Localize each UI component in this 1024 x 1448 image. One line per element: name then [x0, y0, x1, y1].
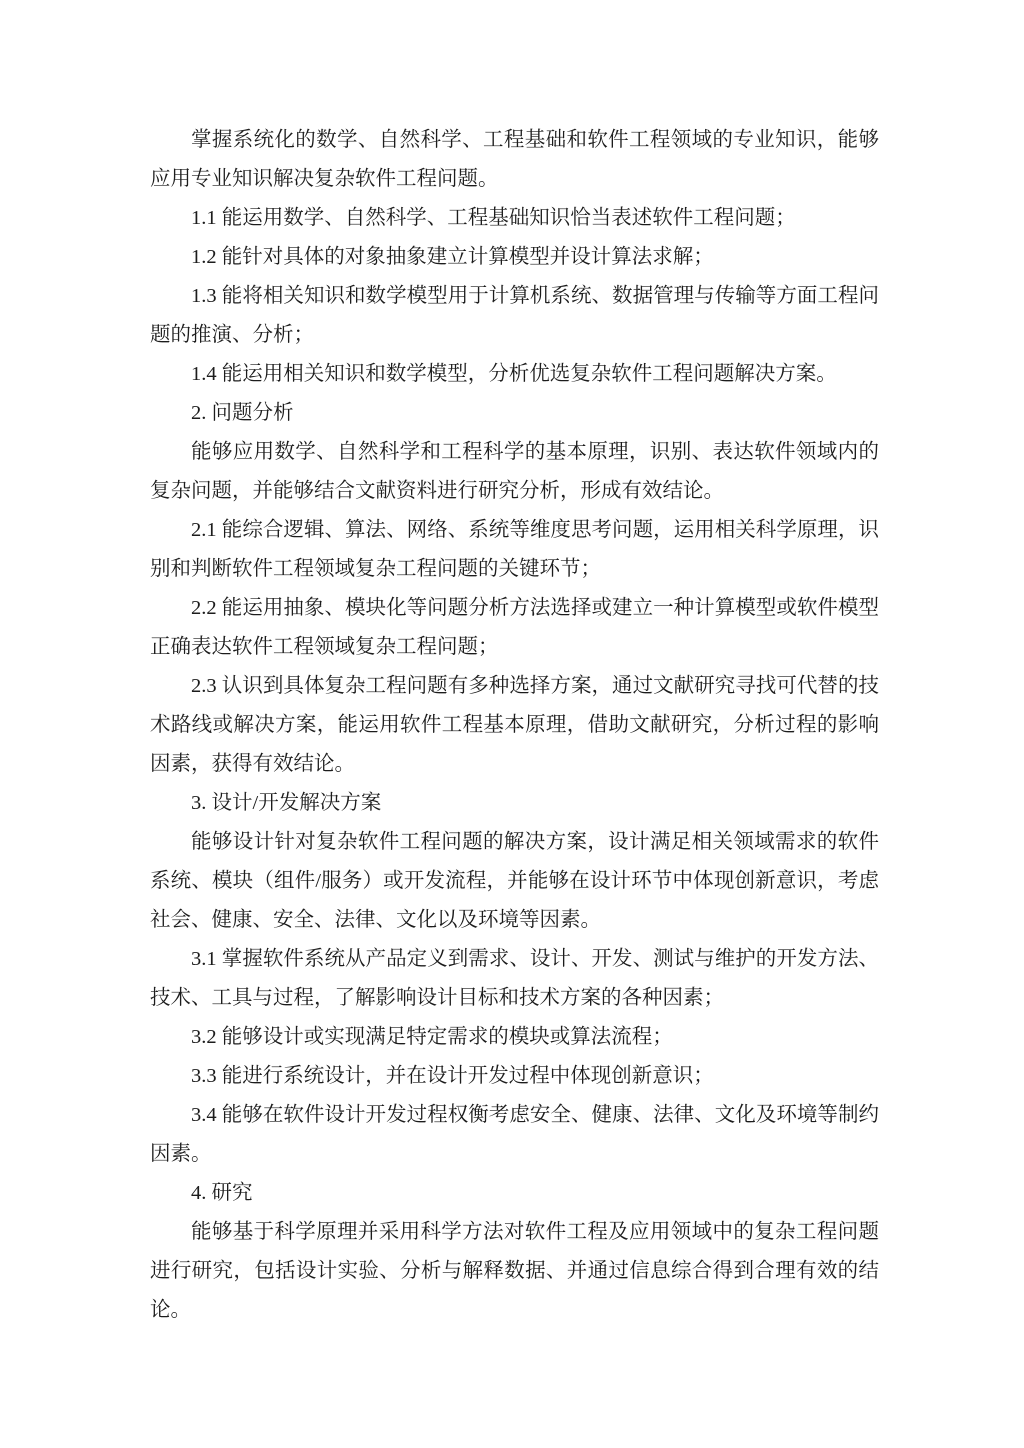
heading-section-4: 4. 研究	[191, 1182, 253, 1204]
para-section-3-intro: 能够设计针对复杂软件工程问题的解决方案，设计满足相关领域需求的软件系统、模块（组件/服务）或开发流程，并能够在设计环节中体现创新意识，考虑社会、健康、安全、法律、文化以及环境等因素。	[150, 831, 879, 931]
para-indicator-1-1: 1.1 能运用数学、自然科学、工程基础知识恰当表述软件工程问题；	[191, 207, 796, 229]
para-indicator-3-4: 3.4 能够在软件设计开发过程权衡考虑安全、健康、法律、文化及环境等制约因素。	[150, 1104, 879, 1165]
para-indicator-2-2: 2.2 能运用抽象、模块化等问题分析方法选择或建立一种计算模型或软件模型正确表达软件工程领域复杂工程问题；	[150, 597, 879, 658]
para-indicator-1-3: 1.3 能将相关知识和数学模型用于计算机系统、数据管理与传输等方面工程问题的推演、分析；	[150, 285, 879, 346]
heading-section-3: 3. 设计/开发解决方案	[191, 792, 382, 814]
para-section-2-intro: 能够应用数学、自然科学和工程科学的基本原理，识别、表达软件领域内的复杂问题，并能够结合文献资料进行研究分析，形成有效结论。	[150, 441, 879, 502]
document-text-block	[150, 121, 879, 1330]
para-indicator-2-1: 2.1 能综合逻辑、算法、网络、系统等维度思考问题，运用相关科学原理，识别和判断软件工程领域复杂工程问题的关键环节；	[150, 519, 879, 580]
para-indicator-1-4: 1.4 能运用相关知识和数学模型，分析优选复杂软件工程问题解决方案。	[191, 363, 837, 385]
para-indicator-3-3: 3.3 能进行系统设计，并在设计开发过程中体现创新意识；	[191, 1065, 714, 1087]
para-indicator-2-3: 2.3 认识到具体复杂工程问题有多种选择方案，通过文献研究寻找可代替的技术路线或解决方案，能运用软件工程基本原理，借助文献研究，分析过程的影响因素，获得有效结论。	[150, 675, 879, 775]
para-indicator-1-2: 1.2 能针对具体的对象抽象建立计算模型并设计算法求解；	[191, 246, 714, 268]
para-section-4-intro: 能够基于科学原理并采用科学方法对软件工程及应用领域中的复杂工程问题进行研究，包括设计实验、分析与解释数据、并通过信息综合得到合理有效的结论。	[150, 1221, 879, 1321]
heading-section-2: 2. 问题分析	[191, 402, 294, 424]
para-indicator-3-2: 3.2 能够设计或实现满足特定需求的模块或算法流程；	[191, 1026, 673, 1048]
para-indicator-3-1: 3.1 掌握软件系统从产品定义到需求、设计、开发、测试与维护的开发方法、技术、工具与过程，了解影响设计目标和技术方案的各种因素；	[150, 948, 879, 1009]
para-knowledge-intro: 掌握系统化的数学、自然科学、工程基础和软件工程领域的专业知识，能够应用专业知识解决复杂软件工程问题。	[150, 129, 879, 190]
